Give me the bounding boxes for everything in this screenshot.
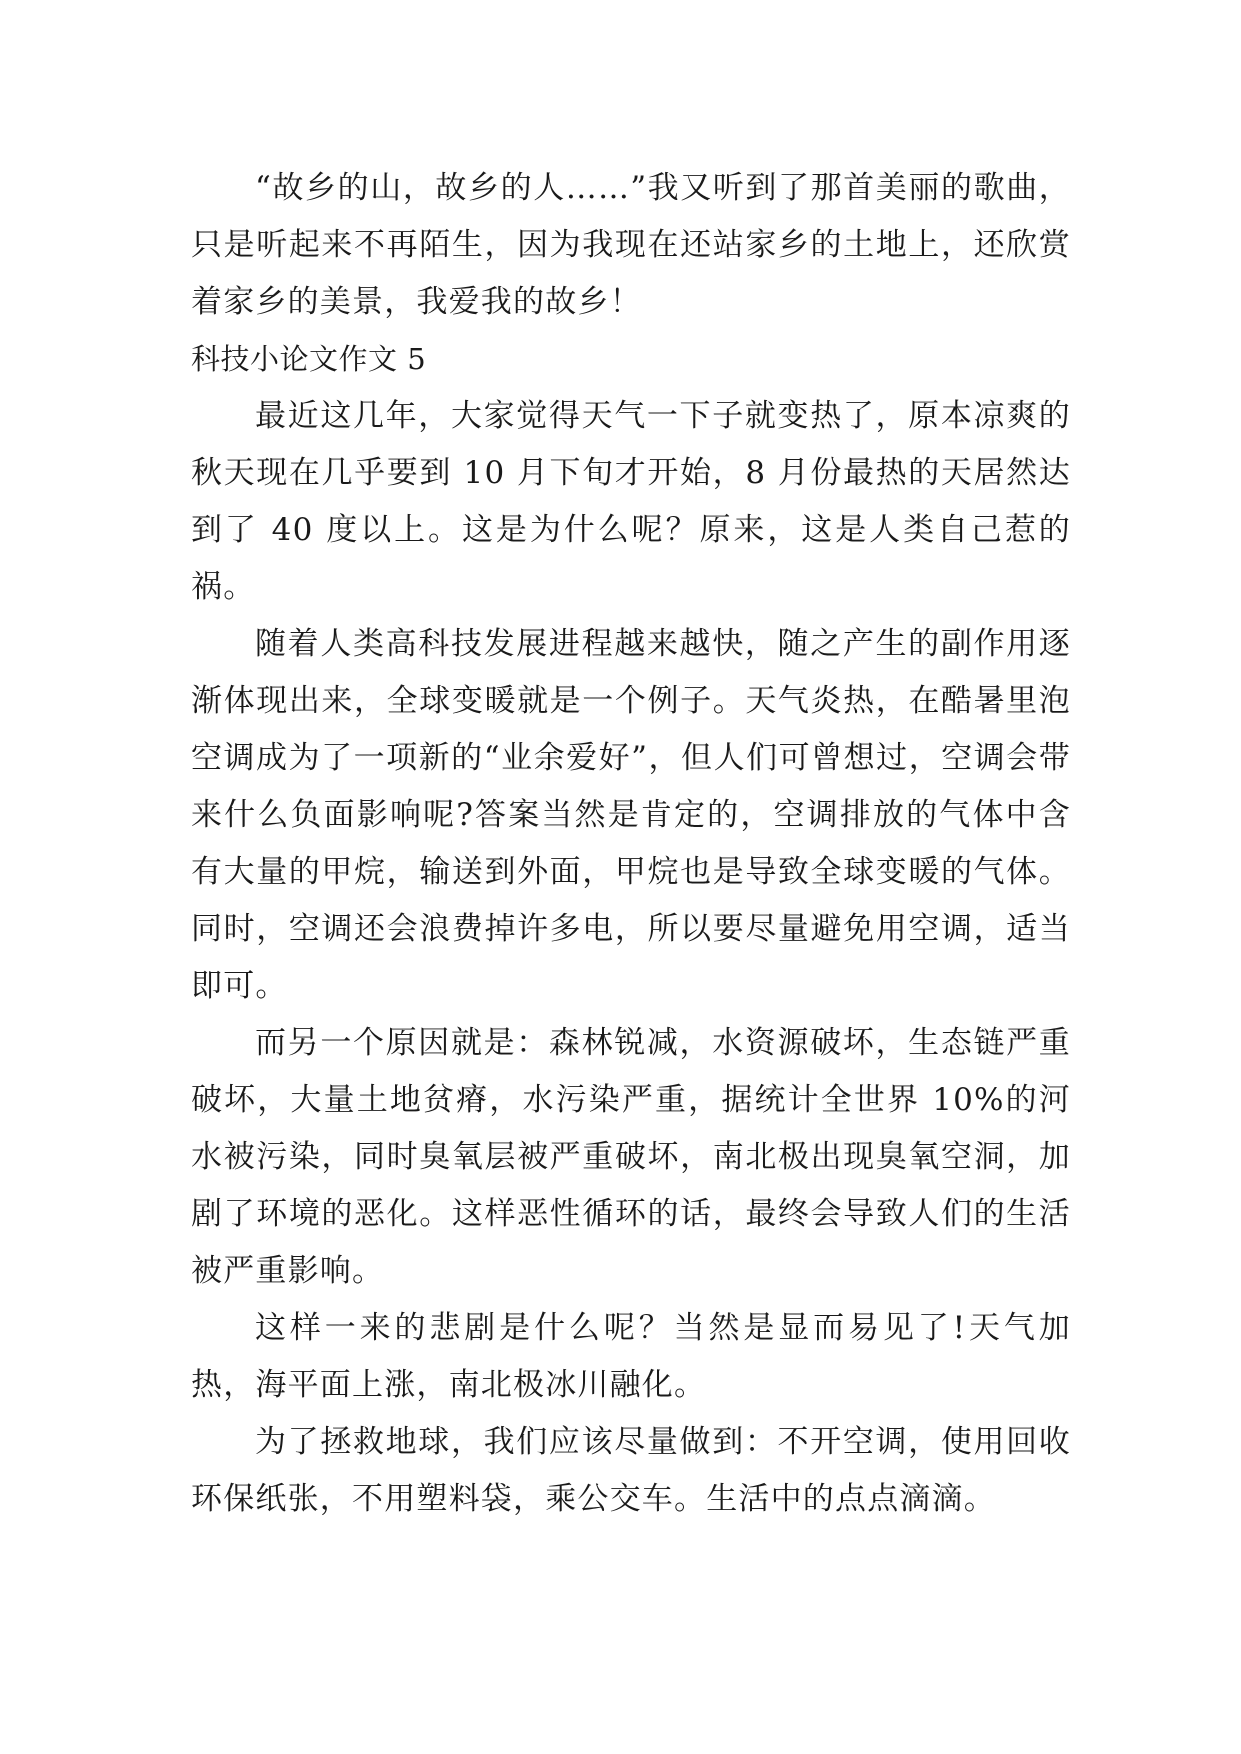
paragraph-climate-intro: 最近这几年，大家觉得天气一下子就变热了，原本凉爽的秋天现在几乎要到 10 月下旬才开始，8 月份最热的天居然达到了 40 度以上。这是为什么呢？原来，这是人类自己惹的祸。 bbox=[191, 398, 1071, 605]
document-body bbox=[191, 160, 1071, 1528]
paragraph-solutions: 为了拯救地球，我们应该尽量做到：不开空调，使用回收环保纸张，不用塑料袋，乘公交车。生活中的点点滴滴。 bbox=[191, 1424, 1071, 1517]
paragraph-consequences: 这样一来的悲剧是什么呢？当然是显而易见了!天气加热，海平面上涨，南北极冰川融化。 bbox=[191, 1310, 1071, 1403]
paragraph-hometown-ending: “故乡的山，故乡的人……”我又听到了那首美丽的歌曲，只是听起来不再陌生，因为我现在还站家乡的土地上，还欣赏着家乡的美景，我爱我的故乡！ bbox=[191, 170, 1071, 320]
section-heading: 科技小论文作文 5 bbox=[191, 342, 427, 376]
paragraph-air-conditioning: 随着人类高科技发展进程越来越快，随之产生的副作用逐渐体现出来，全球变暖就是一个例子。天气炎热，在酷暑里泡空调成为了一项新的“业余爱好”，但人们可曾想过，空调会带来什么负面影响呢?答案当然是肯定的，空调排放的气体中含有大量的甲烷，输送到外面，甲烷也是导致全球变暖的气体。同时，空调还会浪费掉许多电，所以要尽量避免用空调，适当即可。 bbox=[191, 626, 1071, 1004]
paragraph-environment-damage: 而另一个原因就是：森林锐减，水资源破坏，生态链严重破坏，大量土地贫瘠，水污染严重，据统计全世界 10%的河水被污染，同时臭氧层被严重破坏，南北极出现臭氧空洞，加剧了环境的恶化。这样恶性循环的话，最终会导致人们的生活被严重影响。 bbox=[191, 1025, 1071, 1289]
